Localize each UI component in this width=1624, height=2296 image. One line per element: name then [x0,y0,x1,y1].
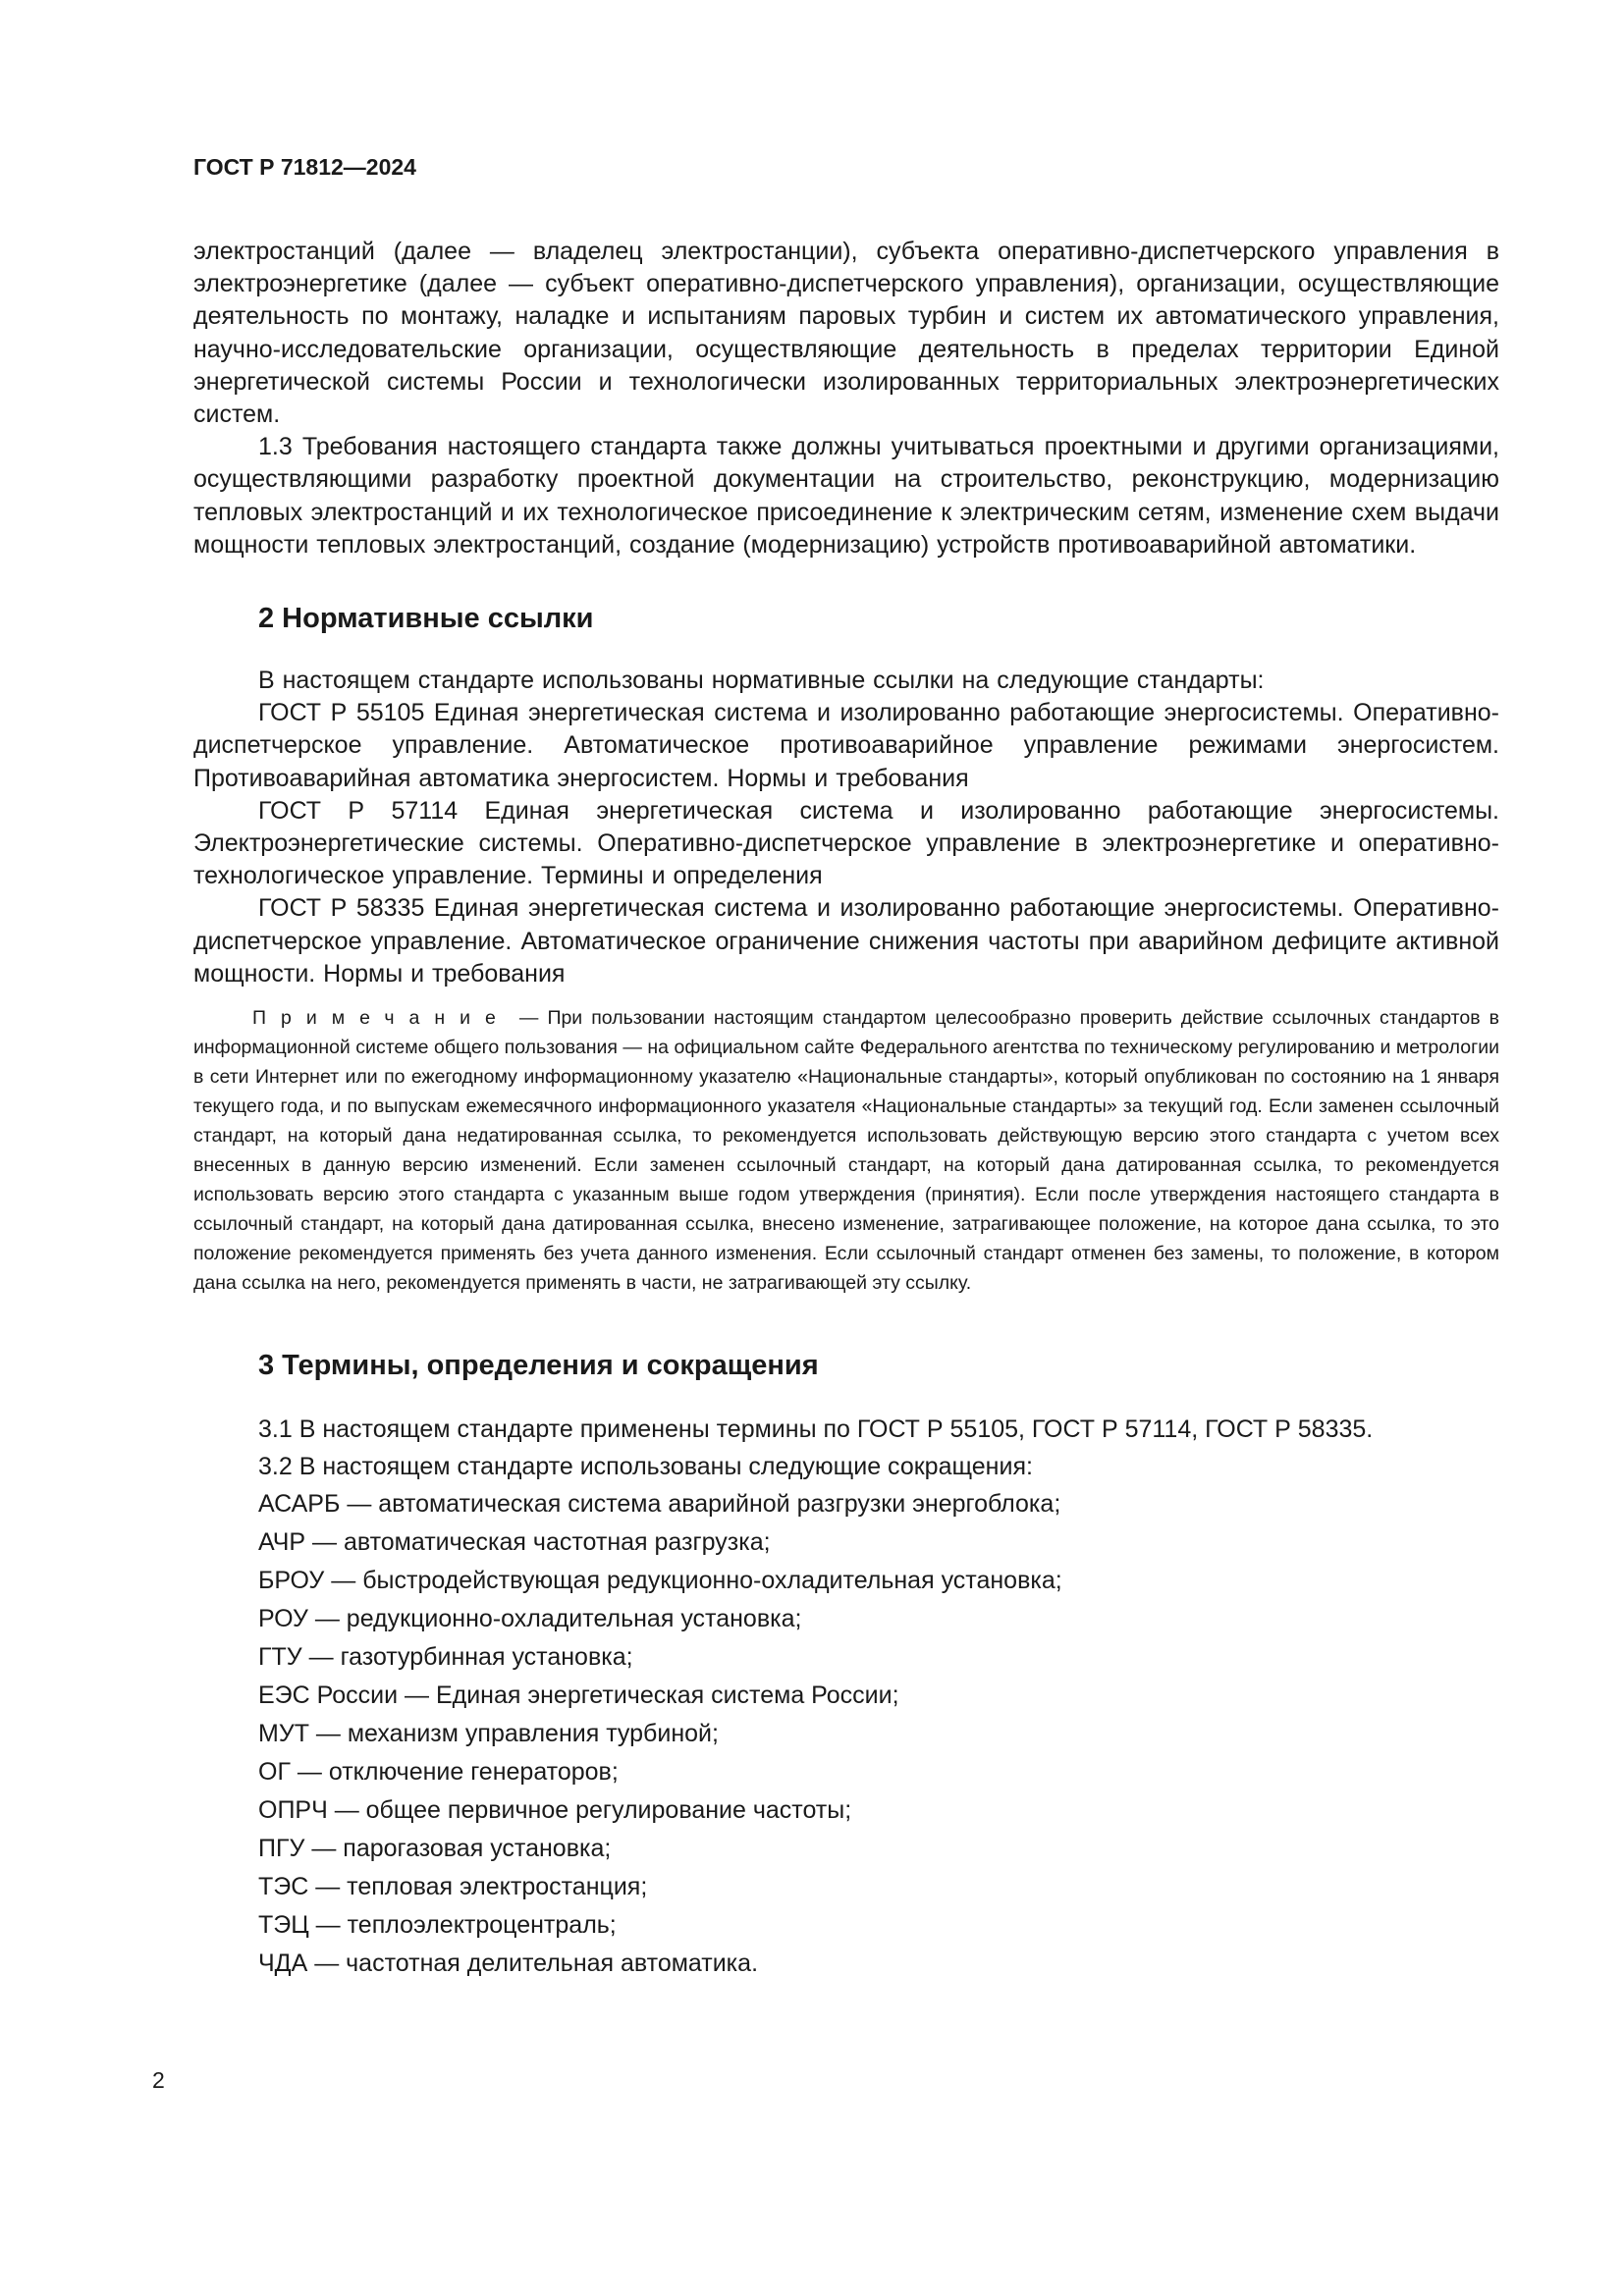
abbreviation-item-rou: РОУ — редукционно-охладительная установка; [258,1605,802,1633]
abbreviation-item-pgu: ПГУ — парогазовая установка; [258,1835,612,1863]
running-header: ГОСТ Р 71812—2024 [193,154,416,180]
note-block [193,1003,1499,1298]
abbreviation-item-tec: ТЭЦ — теплоэлектроцентраль; [258,1911,617,1940]
abbreviation-item-achr: АЧР — автоматическая частотная разгрузка; [258,1528,771,1557]
abbreviation-item-og: ОГ — отключение генераторов; [258,1758,619,1787]
abbreviation-item-mut: МУТ — механизм управления турбиной; [258,1720,719,1748]
abbreviation-item-asarb: АСАРБ — автоматическая система аварийной разгрузки энергоблока; [258,1490,1061,1519]
paragraph-3-1: 3.1 В настоящем стандарте применены термины по ГОСТ Р 55105, ГОСТ Р 57114, ГОСТ Р 58335. [258,1415,1374,1444]
page-content [193,155,1499,1983]
abbreviation-item-oprch: ОПРЧ — общее первичное регулирование частоты; [258,1796,852,1825]
reference-gost-r-57114: ГОСТ Р 57114 Единая энергетическая система и изолированно работающие энергосистемы. Электроэнергетические системы. Оперативно-диспетчерское управление в электроэнергетике и оперативно-технологическое управление. Термины и определения [193,796,1499,890]
paragraph-1-3: 1.3 Требования настоящего стандарта также должны учитываться проектными и другими организациями, осуществляющими разработку проектной документации на строительство, реконструкцию, модернизацию тепловых электростанций и их технологическое присоединение к электрическим сетям, изменение схем выдачи мощности тепловых электростанций, создание (модернизацию) устройств противоаварийной автоматики. [193,433,1499,559]
reference-gost-r-58335: ГОСТ Р 58335 Единая энергетическая система и изолированно работающие энергосистемы. Оперативно-диспетчерское управление. Автоматическое ограничение снижения частоты при аварийном дефиците активной мощности. Нормы и требования [193,894,1499,988]
abbreviation-item-brou: БРОУ — быстродействующая редукционно-охладительная установка; [258,1567,1062,1595]
note-label: Примечание [252,1007,511,1030]
note-text: — При пользовании настоящим стандартом целесообразно проверить действие ссылочных стандартов в информационной системе общего пользования — на официальном сайте Федерального агентства по техническому регулированию и метрологии в сети Интернет или по ежегодному информационному указателю «Национальные стандарты», который опубликован по состоянию на 1 января текущего года, и по выпускам ежемесячного информационного указателя «Национальные стандарты» за текущий год. Если заменен ссылочный стандарт, на который дана недатированная ссылка, то рекомендуется использовать действующую версию этого стандарта с учетом всех внесенных в данную версию изменений. Если заменен ссылочный стандарт, на который дана датированная ссылка, то рекомендуется использовать версию этого стандарта с указанным выше годом утверждения (принятия). Если после утверждения настоящего стандарта в ссылочный стандарт, на который дана датированная ссылка, внесено изменение, затрагивающее положение, на которое дана ссылка, то это положение рекомендуется применять без учета данного изменения. Если ссылочный стандарт отменен без замены, то положение, в котором дана ссылка на него, рекомендуется применять в части, не затрагивающей эту ссылку. [193,1007,1499,1295]
abbreviation-item-tes: ТЭС — тепловая электростанция; [258,1873,648,1901]
section-2-intro: В настоящем стандарте использованы нормативные ссылки на следующие стандарты: [258,667,1265,695]
section-2-heading: 2 Нормативные ссылки [258,603,594,635]
section-3-heading: 3 Термины, определения и сокращения [258,1350,819,1382]
page-number: 2 [152,2067,165,2093]
abbreviation-item-chda: ЧДА — частотная делительная автоматика. [258,1949,759,1978]
paragraph-3-2: 3.2 В настоящем стандарте использованы следующие сокращения: [258,1453,1033,1481]
reference-gost-r-55105: ГОСТ Р 55105 Единая энергетическая система и изолированно работающие энергосистемы. Оперативно-диспетчерское управление. Автоматическое противоаварийное управление режимами энергосистем. Противоаварийная автоматика энергосистем. Нормы и требования [193,699,1499,792]
abbreviation-item-ees-rossii: ЕЭС России — Единая энергетическая система России; [258,1682,899,1710]
paragraph-1-2-continued: электростанций (далее — владелец электростанции), субъекта оперативно-диспетчерского управления в электроэнергетике (далее — субъект оперативно-диспетчерского управления), организации, осуществляющие деятельность по монтажу, наладке и испытаниям паровых турбин и систем их автоматического управления, научно-исследовательские организации, осуществляющие деятельность в пределах территории Единой энергетической системы России и технологически изолированных территориальных электроэнергетических систем. [193,238,1499,429]
abbreviation-item-gtu: ГТУ — газотурбинная установка; [258,1643,633,1672]
